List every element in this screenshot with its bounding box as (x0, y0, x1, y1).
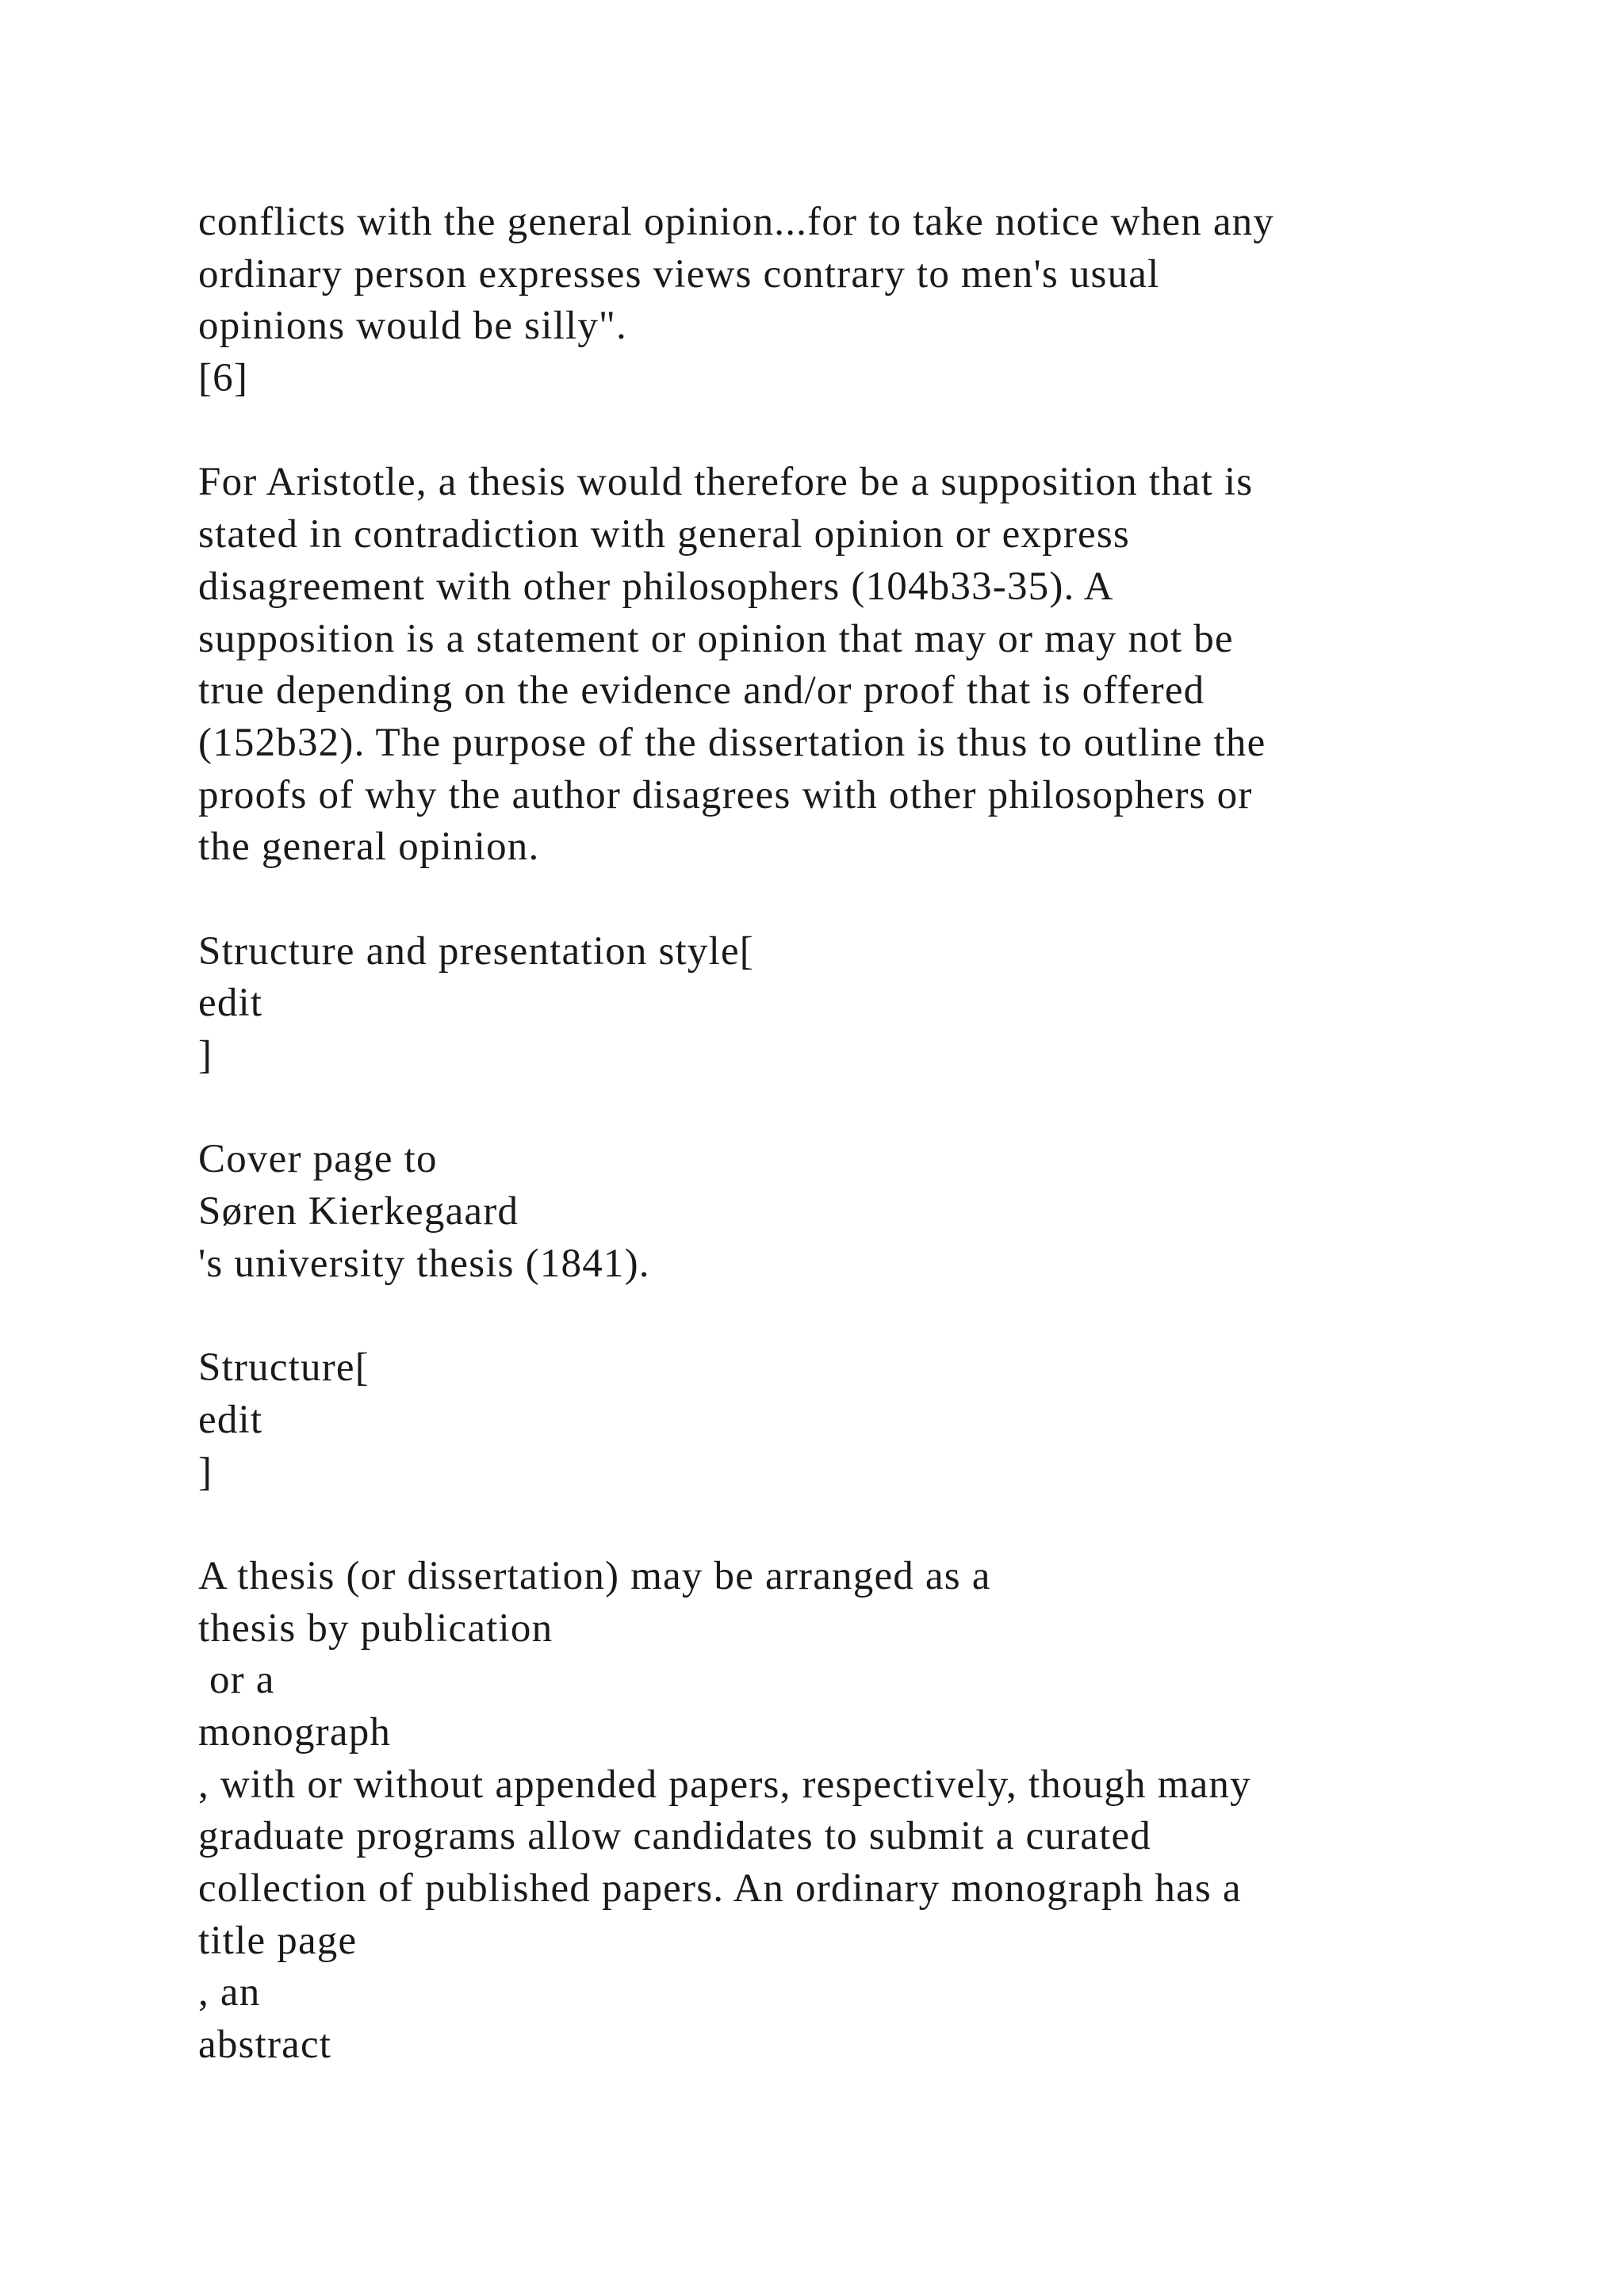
text-line: true depending on the evidence and/or proof that is offered (198, 668, 1205, 714)
text-line: or a (198, 1658, 275, 1703)
paragraph-opinion-quote (198, 197, 1546, 405)
text-line: (152b32). The purpose of the dissertation is thus to outline the (198, 720, 1266, 765)
title-page-link[interactable]: title page (198, 1918, 358, 1963)
heading-text: Structure[ (198, 1345, 370, 1391)
text-line: collection of published papers. An ordinary monograph has a (198, 1866, 1242, 1911)
document-body (198, 197, 1546, 2072)
text-line: A thesis (or dissertation) may be arranged as a (198, 1553, 991, 1598)
kierkegaard-link[interactable]: Søren Kierkegaard (198, 1189, 519, 1234)
abstract-link[interactable]: abstract (198, 2022, 332, 2068)
citation-reference[interactable]: [6] (198, 356, 249, 401)
heading-bracket: ] (198, 1033, 213, 1077)
text-line: graduate programs allow candidates to submit a curated (198, 1814, 1151, 1859)
heading-text: Structure and presentation style[ (198, 928, 754, 974)
spacer (198, 1082, 1546, 1135)
text-line: opinions would be silly". (198, 304, 627, 349)
caption-text: Cover page to (198, 1137, 438, 1182)
text-line: , with or without appended papers, respectively, though many (198, 1762, 1251, 1807)
paragraph-aristotle (198, 457, 1546, 874)
text-line: conflicts with the general opinion...for to take notice when any (198, 200, 1275, 244)
section-heading-structure-presentation (198, 926, 1546, 1082)
monograph-link[interactable]: monograph (198, 1709, 392, 1755)
text-line: , an (198, 1970, 261, 2015)
spacer (198, 1290, 1546, 1342)
text-line: ordinary person expresses views contrary to men's usual (198, 251, 1160, 297)
edit-link[interactable]: edit (198, 981, 263, 1026)
heading-bracket: ] (198, 1449, 213, 1494)
spacer (198, 874, 1546, 926)
text-line: For Aristotle, a thesis would therefore be a supposition that is (198, 460, 1254, 505)
text-line: disagreement with other philosophers (104b33-35). A (198, 564, 1114, 609)
thesis-by-publication-link[interactable]: thesis by publication (198, 1605, 553, 1651)
image-caption (198, 1134, 1546, 1290)
caption-text: 's university thesis (1841). (198, 1241, 650, 1286)
paragraph-thesis-arrangement (198, 1551, 1546, 2072)
text-line: the general opinion. (198, 825, 540, 870)
text-line: stated in contradiction with general opinion or express (198, 512, 1130, 557)
edit-link[interactable]: edit (198, 1397, 263, 1442)
section-heading-structure (198, 1342, 1546, 1498)
text-line: proofs of why the author disagrees with other philosophers or (198, 772, 1253, 817)
spacer (198, 1498, 1546, 1551)
text-line: supposition is a statement or opinion that may or may not be (198, 616, 1234, 661)
spacer (198, 405, 1546, 457)
